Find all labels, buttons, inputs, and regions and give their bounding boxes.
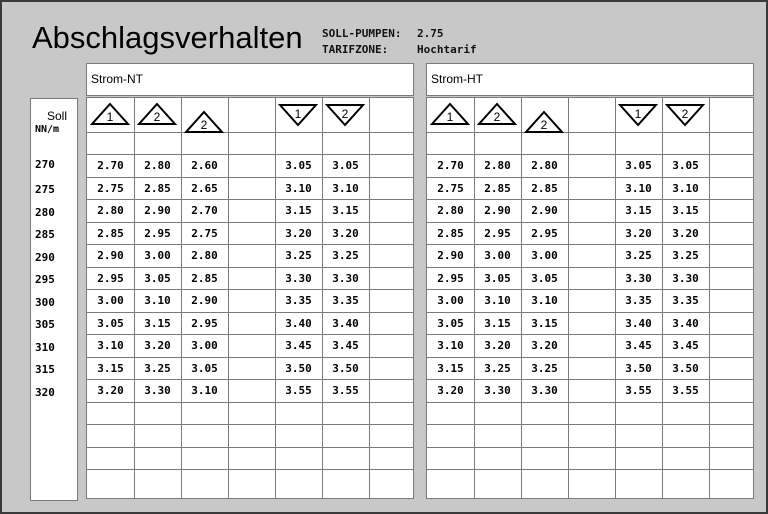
table-cell: 2.90 <box>191 294 218 307</box>
table-cell: 3.00 <box>531 249 558 262</box>
pump-down-triangle-icon <box>278 102 318 133</box>
soll-pumpen-value: 2.75 <box>417 27 444 40</box>
svg-text:2: 2 <box>681 107 689 121</box>
table-cell: 2.90 <box>144 204 171 217</box>
grid-row-divider <box>87 177 413 178</box>
svg-text:2: 2 <box>341 107 349 121</box>
grid-row-divider <box>427 177 753 178</box>
table-cell: 2.85 <box>484 182 511 195</box>
table-cell: 3.05 <box>531 272 558 285</box>
pump-up-triangle-icon <box>430 102 470 133</box>
grid-row-divider <box>87 447 413 448</box>
table-cell: 3.45 <box>285 339 312 352</box>
table-cell: 2.90 <box>97 249 124 262</box>
soll-header-label: Soll <box>46 109 67 123</box>
grid-column-divider <box>709 98 710 498</box>
svg-text:1: 1 <box>106 110 114 124</box>
table-cell: 2.70 <box>191 204 218 217</box>
soll-value: 315 <box>35 363 55 376</box>
info-labels <box>322 26 401 58</box>
table-cell: 3.20 <box>437 384 464 397</box>
grid-row-divider <box>87 289 413 290</box>
grid-row-divider <box>87 334 413 335</box>
grid-column-divider <box>228 98 229 498</box>
table-cell: 3.35 <box>672 294 699 307</box>
section-strom-nt <box>86 63 414 499</box>
table-cell: 3.50 <box>625 362 652 375</box>
table-cell: 3.15 <box>144 317 171 330</box>
pump-up-triangle-icon <box>184 110 224 141</box>
soll-value: 300 <box>35 296 55 309</box>
svg-text:1: 1 <box>446 110 454 124</box>
grid-row-divider <box>427 312 753 313</box>
table-cell: 3.25 <box>531 362 558 375</box>
table-cell: 3.00 <box>191 339 218 352</box>
table-cell: 3.45 <box>625 339 652 352</box>
table-cell: 3.30 <box>285 272 312 285</box>
table-cell: 2.85 <box>144 182 171 195</box>
grid-row-divider <box>427 402 753 403</box>
table-cell: 3.20 <box>144 339 171 352</box>
table-cell: 3.10 <box>285 182 312 195</box>
tarifzone-value: Hochtarif <box>417 43 477 56</box>
grid-row-divider <box>427 379 753 380</box>
table-cell: 2.75 <box>97 182 124 195</box>
table-cell: 3.55 <box>672 384 699 397</box>
value-grid <box>86 97 414 499</box>
soll-value: 290 <box>35 251 55 264</box>
table-cell: 2.80 <box>97 204 124 217</box>
section-header <box>86 63 414 96</box>
table-cell: 2.70 <box>437 159 464 172</box>
table-cell: 3.10 <box>144 294 171 307</box>
table-cell: 3.05 <box>437 317 464 330</box>
table-cell: 3.50 <box>672 362 699 375</box>
table-cell: 3.20 <box>97 384 124 397</box>
soll-header-unit: NN/m <box>35 124 60 135</box>
grid-row-divider <box>427 199 753 200</box>
table-cell: 3.00 <box>437 294 464 307</box>
tarifzone-label: TARIFZONE: <box>322 43 389 56</box>
table-cell: 2.95 <box>484 227 511 240</box>
soll-value: 320 <box>35 386 55 399</box>
table-cell: 3.05 <box>144 272 171 285</box>
soll-value: 275 <box>35 183 55 196</box>
table-cell: 2.95 <box>97 272 124 285</box>
table-cell: 3.45 <box>672 339 699 352</box>
table-cell: 3.25 <box>484 362 511 375</box>
table-cell: 3.05 <box>625 159 652 172</box>
table-cell: 3.00 <box>97 294 124 307</box>
grid-row-divider <box>87 222 413 223</box>
pump-down-triangle-icon <box>325 102 365 133</box>
table-cell: 3.05 <box>97 317 124 330</box>
pump-up-triangle-icon <box>137 102 177 133</box>
table-cell: 2.80 <box>531 159 558 172</box>
soll-value: 285 <box>35 228 55 241</box>
grid-row-divider <box>87 154 413 155</box>
table-cell: 2.90 <box>437 249 464 262</box>
soll-header <box>31 109 77 135</box>
grid-column-divider <box>369 98 370 498</box>
table-cell: 3.45 <box>332 339 359 352</box>
table-cell: 3.30 <box>672 272 699 285</box>
table-cell: 2.80 <box>437 204 464 217</box>
grid-row-divider <box>87 424 413 425</box>
table-cell: 3.40 <box>285 317 312 330</box>
table-cell: 2.75 <box>437 182 464 195</box>
svg-text:1: 1 <box>634 107 642 121</box>
soll-value: 305 <box>35 318 55 331</box>
grid-row-divider <box>427 424 753 425</box>
pump-up-triangle-icon <box>477 102 517 133</box>
table-cell: 2.95 <box>437 272 464 285</box>
table-cell: 3.30 <box>531 384 558 397</box>
table-cell: 2.90 <box>531 204 558 217</box>
table-cell: 3.20 <box>531 339 558 352</box>
grid-row-divider <box>427 357 753 358</box>
table-cell: 3.20 <box>672 227 699 240</box>
table-cell: 3.40 <box>332 317 359 330</box>
pump-up-triangle-icon <box>524 110 564 141</box>
table-cell: 3.30 <box>332 272 359 285</box>
table-cell: 3.55 <box>332 384 359 397</box>
table-cell: 3.40 <box>625 317 652 330</box>
soll-value: 280 <box>35 206 55 219</box>
table-cell: 3.35 <box>332 294 359 307</box>
grid-row-divider <box>427 334 753 335</box>
table-cell: 3.15 <box>484 317 511 330</box>
grid-row-divider <box>427 289 753 290</box>
table-cell: 3.10 <box>332 182 359 195</box>
section-strom-ht <box>426 63 754 499</box>
section-header <box>426 63 754 96</box>
table-cell: 2.95 <box>144 227 171 240</box>
table-cell: 2.70 <box>97 159 124 172</box>
table-cell: 2.60 <box>191 159 218 172</box>
grid-row-divider <box>87 199 413 200</box>
grid-row-divider <box>427 222 753 223</box>
pump-down-triangle-icon <box>618 102 658 133</box>
soll-value: 295 <box>35 273 55 286</box>
table-cell: 2.65 <box>191 182 218 195</box>
svg-text:2: 2 <box>493 110 501 124</box>
table-cell: 3.10 <box>484 294 511 307</box>
info-values <box>417 26 477 58</box>
grid-row-divider <box>87 469 413 470</box>
grid-row-divider <box>427 154 753 155</box>
grid-row-divider <box>87 312 413 313</box>
grid-row-divider <box>87 402 413 403</box>
table-cell: 3.05 <box>484 272 511 285</box>
table-cell: 2.95 <box>531 227 558 240</box>
grid-row-divider <box>427 244 753 245</box>
table-cell: 2.90 <box>484 204 511 217</box>
table-cell: 3.00 <box>144 249 171 262</box>
table-cell: 3.30 <box>484 384 511 397</box>
table-cell: 3.05 <box>332 159 359 172</box>
table-cell: 3.10 <box>437 339 464 352</box>
table-cell: 3.05 <box>191 362 218 375</box>
table-cell: 3.25 <box>625 249 652 262</box>
grid-row-divider <box>87 267 413 268</box>
table-cell: 3.10 <box>97 339 124 352</box>
table-cell: 3.10 <box>672 182 699 195</box>
table-cell: 3.40 <box>672 317 699 330</box>
grid-column-divider <box>568 98 569 498</box>
table-cell: 3.15 <box>332 204 359 217</box>
table-cell: 3.20 <box>625 227 652 240</box>
grid-row-divider <box>87 244 413 245</box>
table-cell: 2.85 <box>191 272 218 285</box>
table-cell: 3.55 <box>625 384 652 397</box>
table-cell: 3.25 <box>144 362 171 375</box>
soll-value: 310 <box>35 341 55 354</box>
grid-row-divider <box>427 469 753 470</box>
table-cell: 3.10 <box>625 182 652 195</box>
table-cell: 3.25 <box>332 249 359 262</box>
table-cell: 3.55 <box>285 384 312 397</box>
table-cell: 3.50 <box>285 362 312 375</box>
table-cell: 3.00 <box>484 249 511 262</box>
table-cell: 3.10 <box>531 294 558 307</box>
svg-text:2: 2 <box>153 110 161 124</box>
table-cell: 3.05 <box>285 159 312 172</box>
table-cell: 3.30 <box>625 272 652 285</box>
table-cell: 3.25 <box>672 249 699 262</box>
table-cell: 3.15 <box>97 362 124 375</box>
table-cell: 2.85 <box>97 227 124 240</box>
table-cell: 2.85 <box>531 182 558 195</box>
soll-column <box>30 98 78 501</box>
grid-row-divider <box>427 447 753 448</box>
table-cell: 3.15 <box>672 204 699 217</box>
table-cell: 3.10 <box>191 384 218 397</box>
table-cell: 2.75 <box>191 227 218 240</box>
table-cell: 3.20 <box>285 227 312 240</box>
svg-text:2: 2 <box>200 118 208 132</box>
soll-pumpen-label: SOLL-PUMPEN: <box>322 27 402 40</box>
section-label: Strom-HT <box>431 72 483 86</box>
table-cell: 2.80 <box>144 159 171 172</box>
grid-row-divider <box>87 379 413 380</box>
table-cell: 2.80 <box>191 249 218 262</box>
svg-text:2: 2 <box>540 118 548 132</box>
table-cell: 3.15 <box>531 317 558 330</box>
table-cell: 3.15 <box>437 362 464 375</box>
table-cell: 3.50 <box>332 362 359 375</box>
grid-row-divider <box>87 357 413 358</box>
pump-up-triangle-icon <box>90 102 130 133</box>
table-cell: 2.80 <box>484 159 511 172</box>
table-cell: 3.15 <box>285 204 312 217</box>
table-cell: 2.95 <box>191 317 218 330</box>
pump-down-triangle-icon <box>665 102 705 133</box>
table-cell: 3.20 <box>484 339 511 352</box>
table-cell: 3.35 <box>625 294 652 307</box>
section-label: Strom-NT <box>91 72 143 86</box>
grid-row-divider <box>427 267 753 268</box>
table-cell: 3.25 <box>285 249 312 262</box>
table-cell: 3.20 <box>332 227 359 240</box>
table-cell: 3.05 <box>672 159 699 172</box>
table-cell: 3.30 <box>144 384 171 397</box>
page-title: Abschlagsverhalten <box>32 20 303 55</box>
value-grid <box>426 97 754 499</box>
svg-text:1: 1 <box>294 107 302 121</box>
table-cell: 2.85 <box>437 227 464 240</box>
soll-value: 270 <box>35 158 55 171</box>
table-cell: 3.15 <box>625 204 652 217</box>
table-cell: 3.35 <box>285 294 312 307</box>
